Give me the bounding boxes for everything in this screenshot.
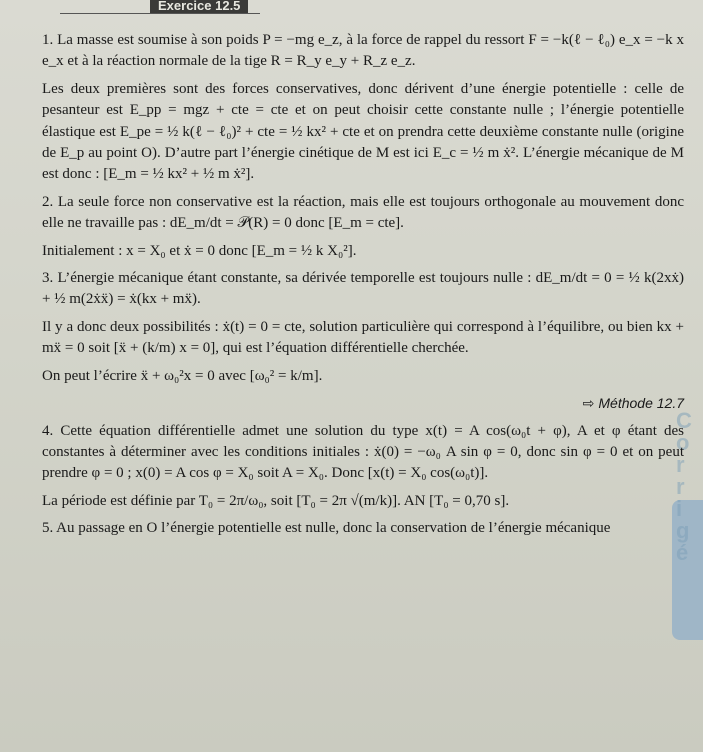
paragraph-10: 5. Au passage en O l’énergie potentielle est nulle, donc la conservation de l’énergie mécanique bbox=[42, 520, 611, 537]
method-label: Méthode 12.7 bbox=[598, 395, 684, 412]
paragraph-1: 1. La masse est soumise à son poids P = −mg e_z, à la force de rappel du ressort F = −k(ℓ − ℓ₀) e_x = −k x e_x et à la réaction normale de la tige R = R_y e_y + R_z e_z. bbox=[42, 32, 684, 70]
exercise-header bbox=[0, 0, 703, 22]
exercise-title: Exercice 12.5 bbox=[150, 0, 248, 13]
paragraph-7: On peut l’écrire ẍ + ω₀²x = 0 avec [ω₀² = k/m]. bbox=[42, 367, 323, 384]
header-rule bbox=[60, 13, 260, 14]
paragraph-6: Il y a donc deux possibilités : ẋ(t) = 0 = cte, solution particulière qui correspond à l’équilibre, ou bien kx + mẍ = 0 soit [ẍ + (k/m) x = 0], qui est l’équation différentielle cherchée. bbox=[42, 318, 684, 357]
paragraph-5: 3. L’énergie mécanique étant constante, sa dérivée temporelle est toujours nulle : dE_m/dt = 0 = ½ k(2xẋ) + ½ m(2ẋẍ) = ẋ(kx + mẍ). bbox=[42, 270, 684, 308]
paragraph-9: La période est définie par T₀ = 2π/ω₀, soit [T₀ = 2π √(m/k)]. AN [T₀ = 0,70 s]. bbox=[42, 492, 510, 509]
side-watermark: C o r r i g é bbox=[676, 408, 693, 565]
paragraph-2: Les deux premières sont des forces conservatives, donc dérivent d’une énergie potentielle : celle de pesanteur est E_pp = mgz + cte = cte et on peut choisir cette constante nulle ; l’énergie potentielle élastique est E_pe = ½ k(ℓ − ℓ₀)² + cte = ½ kx² + cte et on prendra cette deuxième constante nulle (origine de E_p au point O). D’autre part l’énergie cinétique de M est ici E_c = ½ m ẋ². L’énergie mécanique de M est donc : [E_m = ½ kx² + ½ m ẋ²]. bbox=[42, 80, 684, 183]
arrow-icon: ⇨ bbox=[582, 395, 595, 412]
solution-text bbox=[42, 30, 684, 546]
method-reference bbox=[42, 393, 684, 414]
paragraph-8: 4. Cette équation différentielle admet une solution du type x(t) = A cos(ω₀t + φ), A et φ étant des constantes à déterminer avec les conditions initiales : ẋ(0) = −ω₀ A sin φ = 0, donc sin φ = 0 et on peut prendre φ = 0 ; x(0) = A cos φ = X₀ soit A = X₀. Donc [x(t) = X₀ cos(ω₀t)]. bbox=[42, 422, 684, 482]
paragraph-3: 2. La seule force non conservative est la réaction, mais elle est toujours orthogonale au mouvement donc elle ne travaille pas : dE_m/dt = 𝒫(R) = 0 donc [E_m = cte]. bbox=[42, 193, 684, 232]
paragraph-4: Initialement : x = X₀ et ẋ = 0 donc [E_m = ½ k X₀²]. bbox=[42, 242, 357, 259]
